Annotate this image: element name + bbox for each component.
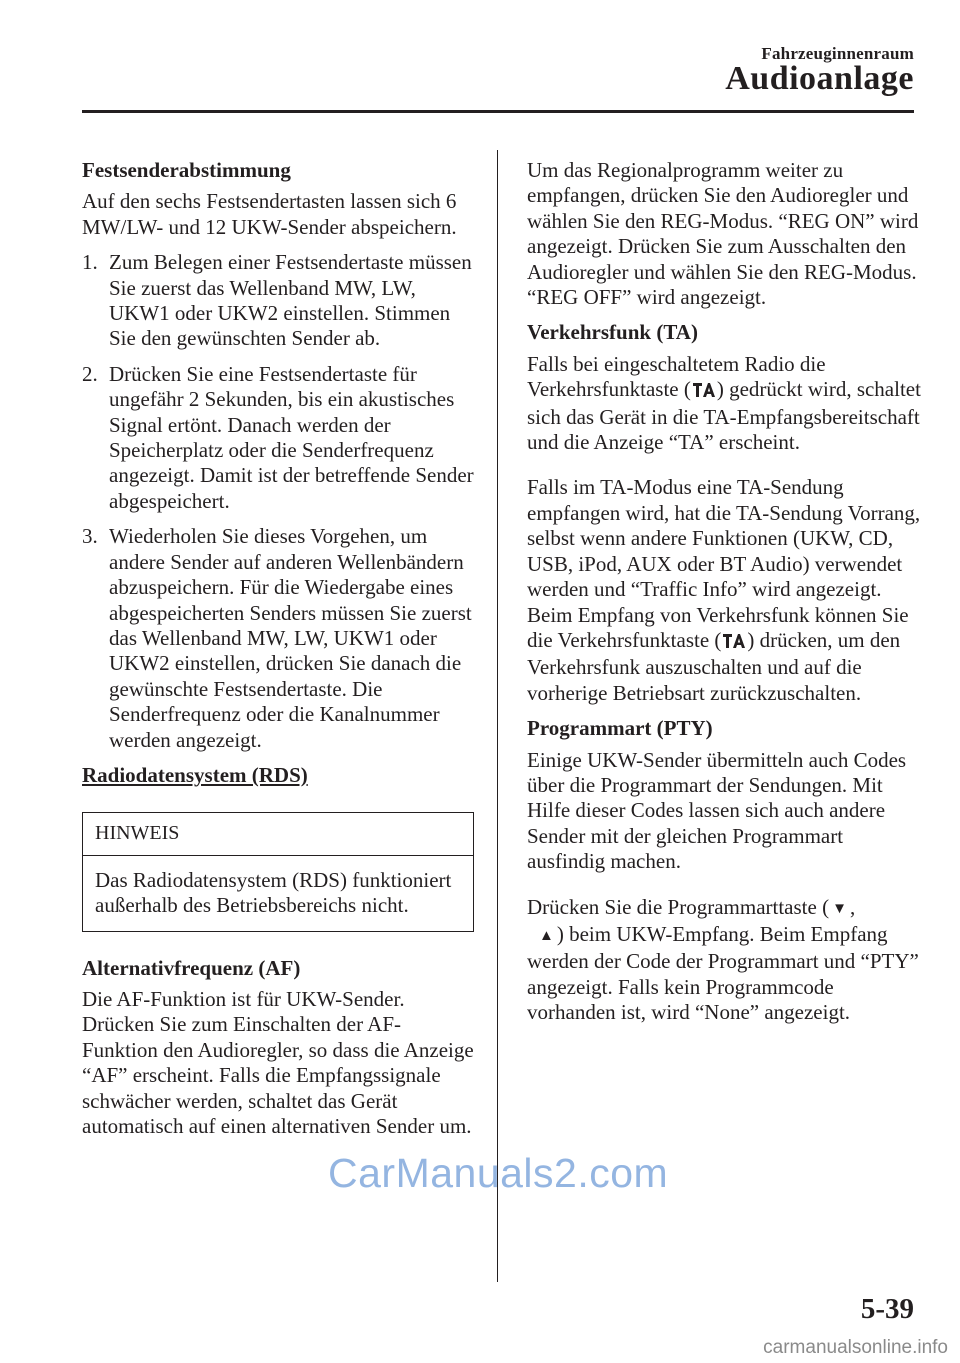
paragraph-ta-1 bbox=[527, 352, 922, 456]
ta-button-icon bbox=[693, 379, 715, 404]
text-segment: ) drücken, um den Verkehrsfunk auszuschalten und auf die vorherige Betriebsart zurückzuschalten. bbox=[527, 627, 901, 705]
list-item bbox=[82, 250, 474, 352]
text-segment: Drücken Sie die Programmarttaste ( bbox=[527, 894, 830, 919]
text-segment: , bbox=[849, 894, 856, 919]
note-title: HINWEIS bbox=[83, 813, 473, 855]
note-text: Das Radiodatensystem (RDS) funktioniert außerhalb des Betriebsbereichs nicht. bbox=[95, 867, 452, 918]
text-segment: Beim Empfang von Verkehrsfunk können Sie die Verkehrsfunktaste ( bbox=[527, 602, 909, 652]
ta-button-icon bbox=[723, 630, 745, 655]
step-text: Wiederholen Sie dieses Vorgehen, um andere Sender auf anderen Wellenbändern abzuspeichern. Für die Wiedergabe eines abgespeicherten Senders müssen Sie zuerst das Wellenband MW, LW, UKW1 oder UKW2 einstellen, drücken Sie danach die gewünschte Festsendertaste. Die Senderfrequenz oder die Kanalnummer werden angezeigt. bbox=[109, 524, 472, 752]
paragraph-ta-3 bbox=[527, 603, 922, 707]
step-text: Zum Belegen einer Festsendertaste müssen Sie zuerst das Wellenband MW, LW, UKW1 oder UKW2 einstellen. Stimmen Sie den gewünschten Sender ab. bbox=[109, 250, 472, 351]
page-title: Audioanlage bbox=[725, 60, 914, 97]
right-column bbox=[527, 158, 922, 1036]
text-segment: ) gedrückt wird, schaltet sich das Gerät in die TA-Empfangsbereitschaft und die Anzeige “TA” erscheint. bbox=[527, 377, 921, 455]
step-number: 1. bbox=[82, 250, 98, 275]
step-text: Drücken Sie eine Festsendertaste für ungefähr 2 Sekunden, bis ein akustisches Signal ertönt. Danach werden der Speicherplatz oder die Senderfrequenz angezeigt. Damit ist der betreffende Sender abgespeichert. bbox=[109, 361, 474, 513]
paragraph-festsender: Auf den sechs Festsendertasten lassen sich 6 MW/LW- und 12 UKW-Sender abspeichern. bbox=[82, 189, 457, 239]
note-box bbox=[82, 812, 474, 931]
heading-festsenderabstimmung: Festsenderabstimmung bbox=[82, 158, 291, 182]
header-rule bbox=[82, 110, 914, 113]
heading-programmart: Programmart (PTY) bbox=[527, 716, 713, 741]
paragraph-pty-2 bbox=[527, 895, 922, 1026]
page-number: 5-39 bbox=[860, 1293, 914, 1325]
text-segment: ) beim UKW-Empfang. Beim Empfang werden der Code der Programmart und “PTY” angezeigt. Falls kein Programmcode vorhanden ist, wird “None” angezeigt. bbox=[527, 921, 919, 1025]
column-divider bbox=[497, 150, 498, 1282]
heading-rds: Radiodatensystem (RDS) bbox=[82, 762, 308, 787]
step-number: 2. bbox=[82, 361, 98, 386]
section-label: Fahrzeuginnenraum bbox=[761, 44, 914, 63]
triangle-up-icon: ▲ bbox=[539, 927, 554, 944]
paragraph-ta-2: Falls im TA-Modus eine TA-Sendung empfangen wird, hat die TA-Sendung Vorrang, selbst wenn andere Funktionen (UKW, CD, USB, iPod, AUX oder BT Audio) verwendet werden und “Traffic Info” wird angezeigt. bbox=[527, 475, 921, 602]
steps-list bbox=[82, 250, 474, 753]
footer-url: carmanualsonline.info bbox=[763, 1337, 948, 1358]
list-item bbox=[82, 524, 474, 753]
paragraph-regional: Um das Regionalprogramm weiter zu empfangen, drücken Sie den Audioregler und wählen Sie den REG-Modus. “REG ON” wird angezeigt. Drücken Sie zum Ausschalten den Audioregler und wählen Sie den REG-Modus. “REG OFF” wird angezeigt. bbox=[527, 158, 919, 310]
text-segment: Falls bei eingeschaltetem Radio die Verkehrsfunktaste ( bbox=[527, 351, 826, 402]
left-column bbox=[82, 158, 474, 1149]
triangle-down-icon: ▼ bbox=[832, 900, 847, 917]
watermark: CarManuals2.com bbox=[328, 1150, 669, 1196]
paragraph-pty-1: Einige UKW-Sender übermitteln auch Codes über die Programmart der Sendungen. Mit Hilfe dieser Codes lassen sich auch andere Sender mit der gleichen Programmart ausfindig machen. bbox=[527, 747, 907, 874]
list-item bbox=[82, 362, 474, 514]
step-number: 3. bbox=[82, 524, 98, 549]
heading-alternativfrequenz: Alternativfrequenz (AF) bbox=[82, 955, 301, 980]
heading-verkehrsfunk: Verkehrsfunk (TA) bbox=[527, 320, 698, 345]
paragraph-af: Die AF-Funktion ist für UKW-Sender. Drücken Sie zum Einschalten der AF-Funktion den Audioregler, so dass die Anzeige “AF” erscheint. Falls die Empfangssignale schwächer werden, schaltet das Gerät automatisch auf einen alternativen Sender um. bbox=[82, 986, 474, 1138]
